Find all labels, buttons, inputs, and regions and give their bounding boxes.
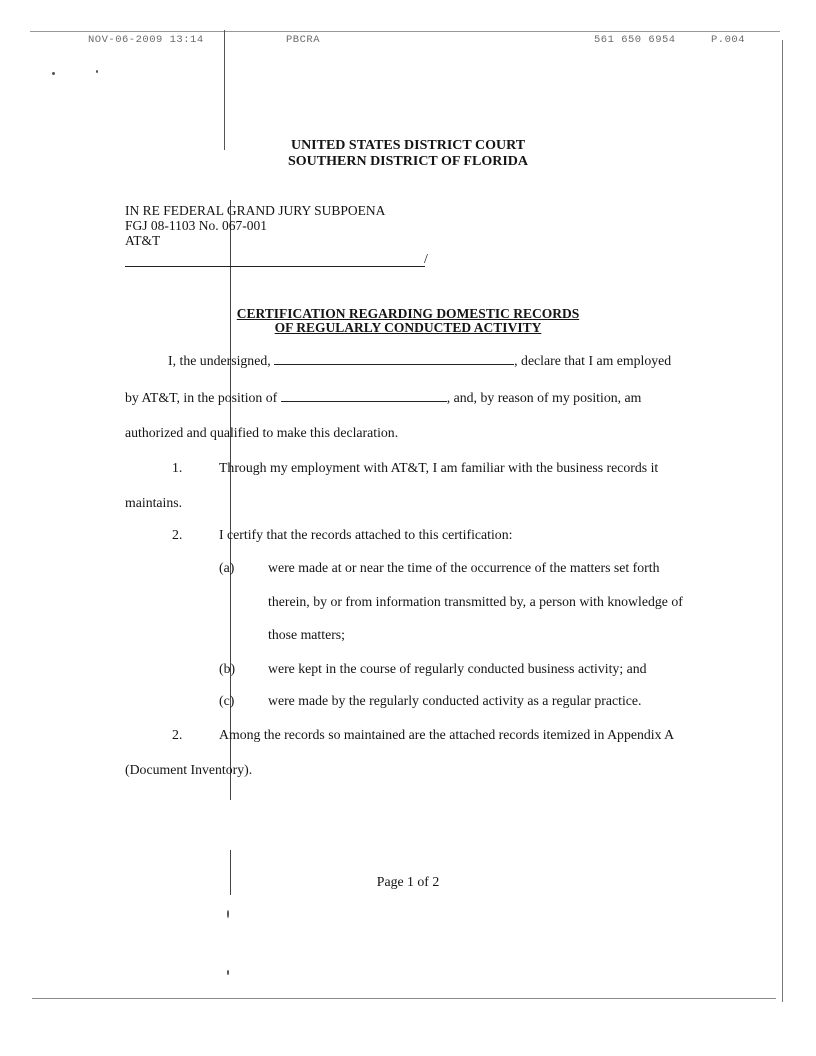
intro-employed: , declare that I am employed <box>514 353 672 368</box>
scan-bottom-edge <box>32 998 776 999</box>
intro-line-1 <box>168 352 671 369</box>
scan-speck <box>96 70 98 73</box>
scan-fold-line <box>230 200 231 800</box>
intro-line-2 <box>125 389 641 406</box>
item-b-label: (b) <box>219 661 236 676</box>
item-c-text: were made by the regularly conducted activity as a regular practice. <box>268 693 642 708</box>
paragraph-1-continued: maintains. <box>125 495 183 510</box>
caption-slash: / <box>424 252 428 267</box>
fax-phone: 561 650 6954 <box>594 34 676 46</box>
scan-speck <box>227 970 229 975</box>
paragraph-3-text: Among the records so maintained are the attached records itemized in Appendix A <box>219 727 675 742</box>
caption-underline <box>125 266 425 267</box>
scan-speck <box>227 910 229 918</box>
position-blank[interactable] <box>281 389 447 402</box>
intro-undersigned: I, the undersigned, <box>168 353 271 368</box>
name-blank[interactable] <box>274 352 514 365</box>
item-a-label: (a) <box>219 560 235 575</box>
certification-title: CERTIFICATION REGARDING DOMESTIC RECORDS <box>236 306 580 321</box>
caption-party: AT&T <box>125 233 161 248</box>
fax-page-number: P.004 <box>711 34 746 46</box>
item-a-line-3: those matters; <box>268 627 346 642</box>
item-b-text: were kept in the course of regularly conducted business activity; and <box>268 661 647 676</box>
certification-subtitle: OF REGULARLY CONDUCTED ACTIVITY <box>274 320 542 335</box>
intro-reason: , and, by reason of my position, am <box>446 390 642 405</box>
scan-speck <box>52 72 55 75</box>
caption-subpoena: IN RE FEDERAL GRAND JURY SUBPOENA <box>125 203 386 218</box>
item-c-label: (c) <box>219 693 235 708</box>
court-district: SOUTHERN DISTRICT OF FLORIDA <box>288 154 528 169</box>
page-number: Page 1 of 2 <box>376 874 440 889</box>
scan-top-edge <box>30 31 780 32</box>
caption-case-number: FGJ 08-1103 No. 067-001 <box>125 218 268 233</box>
paragraph-3-number: 2. <box>172 727 183 742</box>
paragraph-1-text: Through my employment with AT&T, I am familiar with the business records it <box>219 460 659 475</box>
paragraph-2-number: 2. <box>172 527 183 542</box>
fax-date-time: NOV-06-2009 13:14 <box>88 34 204 46</box>
paragraph-1-number: 1. <box>172 460 183 475</box>
scan-fold-line-top <box>224 30 225 150</box>
paragraph-2-text: I certify that the records attached to this certification: <box>219 527 513 542</box>
fax-sender: PBCRA <box>286 34 321 46</box>
court-name: UNITED STATES DISTRICT COURT <box>290 138 526 153</box>
scan-right-edge <box>782 40 783 1002</box>
intro-position: by AT&T, in the position of <box>125 390 278 405</box>
item-a-line-1: were made at or near the time of the occurrence of the matters set forth <box>268 560 660 575</box>
item-a-line-2: therein, by or from information transmitted by, a person with knowledge of <box>268 594 683 609</box>
paragraph-3-continued: (Document Inventory). <box>125 762 253 777</box>
intro-line-3: authorized and qualified to make this declaration. <box>125 425 399 440</box>
